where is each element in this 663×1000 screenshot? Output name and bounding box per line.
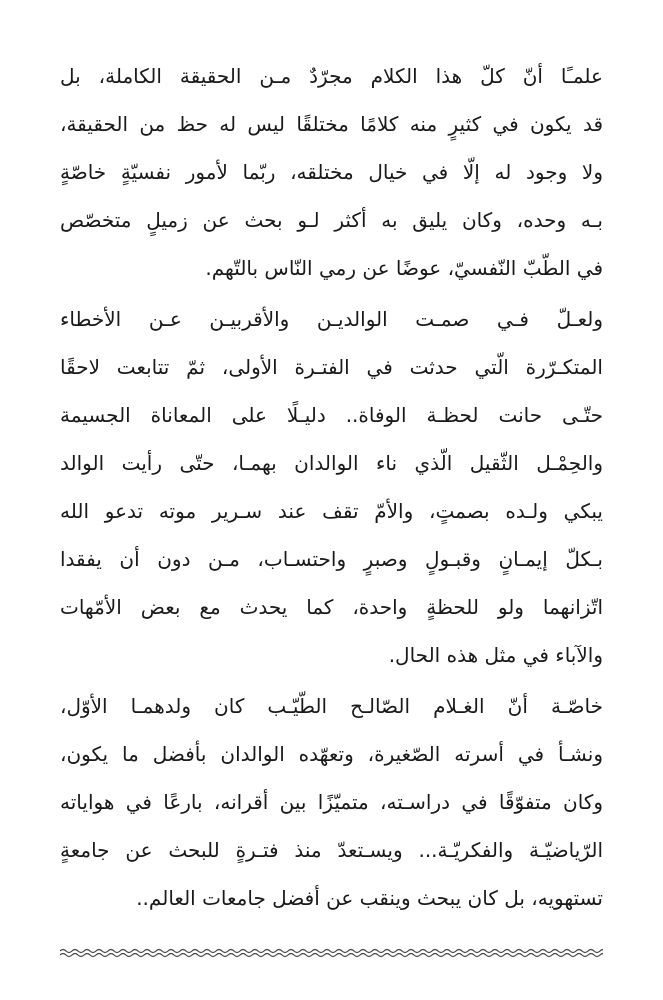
text-line: المتكـرّرة الّتي حدثت في الفتـرة الأولى، ثمّ تتابعت لاحقًا — [60, 355, 603, 379]
text-line: الرّياضيّـة والفكريّـة... ويسـتعدّ منذ فتـرةٍ للبحث عن جامعةٍ — [60, 838, 603, 862]
paragraph-1 — [60, 52, 603, 292]
text-line: ونشـأ في أسرته الصّغيرة، وتعهّده الوالدان بأفضل ما يكون، — [60, 742, 603, 766]
text-line: تستهويه، بل كان يبحث وينقب عن أفضل جامعات العالم.. — [136, 886, 603, 910]
text-line: يبكي ولـده بصمتٍ، والأمّ تقف عند سـرير موته تدعو الله — [60, 499, 603, 523]
text-line: بـكلّ إيمـانٍ وقبـولٍ وصبرٍ واحتسـاب، مـن دون أن يفقدا — [60, 547, 603, 571]
wavy-divider — [60, 945, 603, 961]
book-page-text — [60, 52, 603, 922]
text-line: والآباء في مثل هذه الحال. — [388, 643, 603, 667]
text-line: وكان متفوّقًا في دراسـته، متميّزًا بين أقرانه، بارعًا في هواياته — [60, 790, 603, 814]
text-line: ولعـلّ فـي صمـت الوالديـن والأقربيـن عـن الأخطاء — [60, 307, 603, 331]
text-line: علمـًا أنّ كلّ هذا الكلام مجرّدٌ مـن الحقيقة الكاملة، بل — [60, 64, 603, 88]
text-line: خاصّـة أنّ الغـلام الصّالـح الطّيّـب كان ولدهمـا الأوّل، — [60, 694, 603, 718]
text-line: بـه وحده، وكان يليق به أكثر لـو بحث عن زميلٍ متخصّص — [60, 208, 603, 232]
text-line: قد يكون في كثيرٍ منه كلامًا مختلقًا ليس له حظ من الحقيقة، — [60, 112, 603, 136]
paragraph-2 — [60, 295, 603, 679]
wavy-line-icon — [60, 945, 603, 961]
text-line: اتّزانهما ولو للحظةٍ واحدة، كما يحدث مع بعض الأمّهات — [60, 595, 603, 619]
paragraph-3 — [60, 682, 603, 922]
text-line: ولا وجود له إلّا في خيال مختلقه، ربّما لأمور نفسيّةٍ خاصّةٍ — [60, 160, 603, 184]
text-line: حتّـى حانت لحظـة الوفاة.. دليـلًا على المعاناة الجسيمة — [60, 403, 603, 427]
text-line: والحِمْـل الثّقيل الّذي ناء الوالدان بهمـا، حتّى رأيت الوالد — [60, 451, 603, 475]
text-line: في الطّبّ النّفسيّ، عوضًا عن رمي النّاس بالتّهم. — [205, 256, 603, 280]
